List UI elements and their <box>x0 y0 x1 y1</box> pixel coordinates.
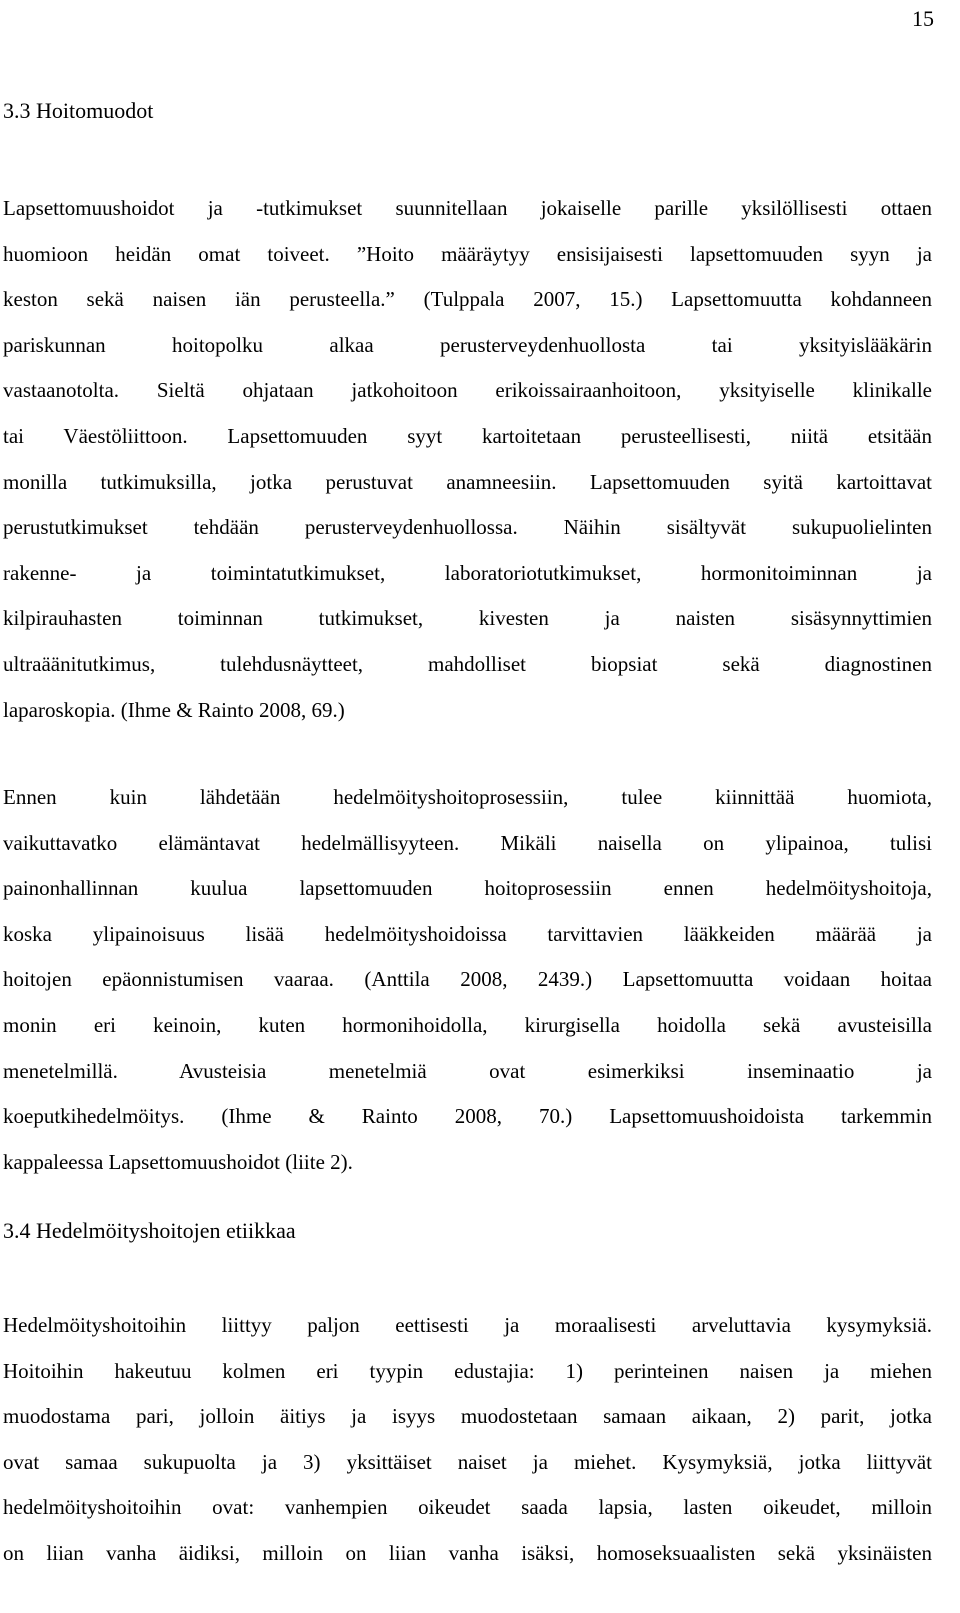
paragraph-hoitomuodot-1 <box>3 186 932 733</box>
text-line: monilla tutkimuksilla, jotka perustuvat anamneesiin. Lapsettomuuden syitä kartoittavat <box>3 469 932 494</box>
text-line: huomioon heidän omat toiveet. ”Hoito määräytyy ensisijaisesti lapsettomuuden syyn ja <box>3 241 932 266</box>
text-line: monin eri keinoin, kuten hormonihoidolla, kirurgisella hoidolla sekä avusteisilla <box>3 1012 932 1037</box>
text-line: rakenne- ja toimintatutkimukset, laboratoriotutkimukset, hormonitoiminnan ja <box>3 560 932 585</box>
text-line: laparoskopia. (Ihme & Rainto 2008, 69.) <box>3 697 345 722</box>
text-line: keston sekä naisen iän perusteella.” (Tulppala 2007, 15.) Lapsettomuutta kohdanneen <box>3 287 932 312</box>
page-number: 15 <box>912 6 934 31</box>
text-line: Lapsettomuushoidot ja -tutkimukset suunnitellaan jokaiselle parille yksilöllisesti ottaen <box>3 196 932 220</box>
text-line: perustutkimukset tehdään perusterveydenhuollossa. Näihin sisältyvät sukupuolielinten <box>3 515 932 540</box>
section-heading-hoitomuodot: 3.3 Hoitomuodot <box>3 98 154 123</box>
text-line: vaikuttavatko elämäntavat hedelmällisyyteen. Mikäli naisella on ylipainoa, tulisi <box>3 830 932 855</box>
text-line: tai Väestöliittoon. Lapsettomuuden syyt kartoitetaan perusteellisesti, niitä etsitään <box>3 423 932 448</box>
text-line: Ennen kuin lähdetään hedelmöityshoitoprosessiin, tulee kiinnittää huomiota, <box>3 785 932 809</box>
text-line: ovat samaa sukupuolta ja 3) yksittäiset naiset ja miehet. Kysymyksiä, jotka liittyvät <box>3 1449 932 1474</box>
text-line: kilpirauhasten toiminnan tutkimukset, kivesten ja naisten sisäsynnyttimien <box>3 606 932 631</box>
text-line: koska ylipainoisuus lisää hedelmöityshoidoissa tarvittavien lääkkeiden määrää ja <box>3 921 932 946</box>
text-line: kappaleessa Lapsettomuushoidot (liite 2). <box>3 1149 353 1174</box>
paragraph-etiikkaa-1 <box>3 1303 932 1577</box>
text-line: hoitojen epäonnistumisen vaaraa. (Anttila 2008, 2439.) Lapsettomuutta voidaan hoitaa <box>3 967 932 992</box>
text-line: painonhallinnan kuulua lapsettomuuden hoitoprosessiin ennen hedelmöityshoitoja, <box>3 876 932 901</box>
text-line: hedelmöityshoitoihin ovat: vanhempien oikeudet saada lapsia, lasten oikeudet, milloin <box>3 1495 932 1520</box>
paragraph-hoitomuodot-2 <box>3 775 932 1185</box>
text-line: vastaanotolta. Sieltä ohjataan jatkohoitoon erikoissairaanhoitoon, yksityiselle klinikalle <box>3 378 932 403</box>
text-line: Hedelmöityshoitoihin liittyy paljon eettisesti ja moraalisesti arveluttavia kysymyksiä. <box>3 1313 932 1337</box>
text-line: koeputkihedelmöitys. (Ihme & Rainto 2008, 70.) Lapsettomuushoidoista tarkemmin <box>3 1104 932 1129</box>
text-line: pariskunnan hoitopolku alkaa perusterveydenhuollosta tai yksityislääkärin <box>3 332 932 357</box>
text-line: ultraäänitutkimus, tulehdusnäytteet, mahdolliset biopsiat sekä diagnostinen <box>3 651 932 676</box>
text-line: Hoitoihin hakeutuu kolmen eri tyypin edustajia: 1) perinteinen naisen ja miehen <box>3 1358 932 1383</box>
text-line: muodostama pari, jolloin äitiys ja isyys muodostetaan samaan aikaan, 2) parit, jotka <box>3 1404 932 1429</box>
text-line: menetelmillä. Avusteisia menetelmiä ovat esimerkiksi inseminaatio ja <box>3 1058 932 1083</box>
section-heading-etiikkaa: 3.4 Hedelmöityshoitojen etiikkaa <box>3 1218 296 1243</box>
text-line: on liian vanha äidiksi, milloin on liian vanha isäksi, homoseksuaalisten sekä yksinäisten <box>3 1540 932 1565</box>
